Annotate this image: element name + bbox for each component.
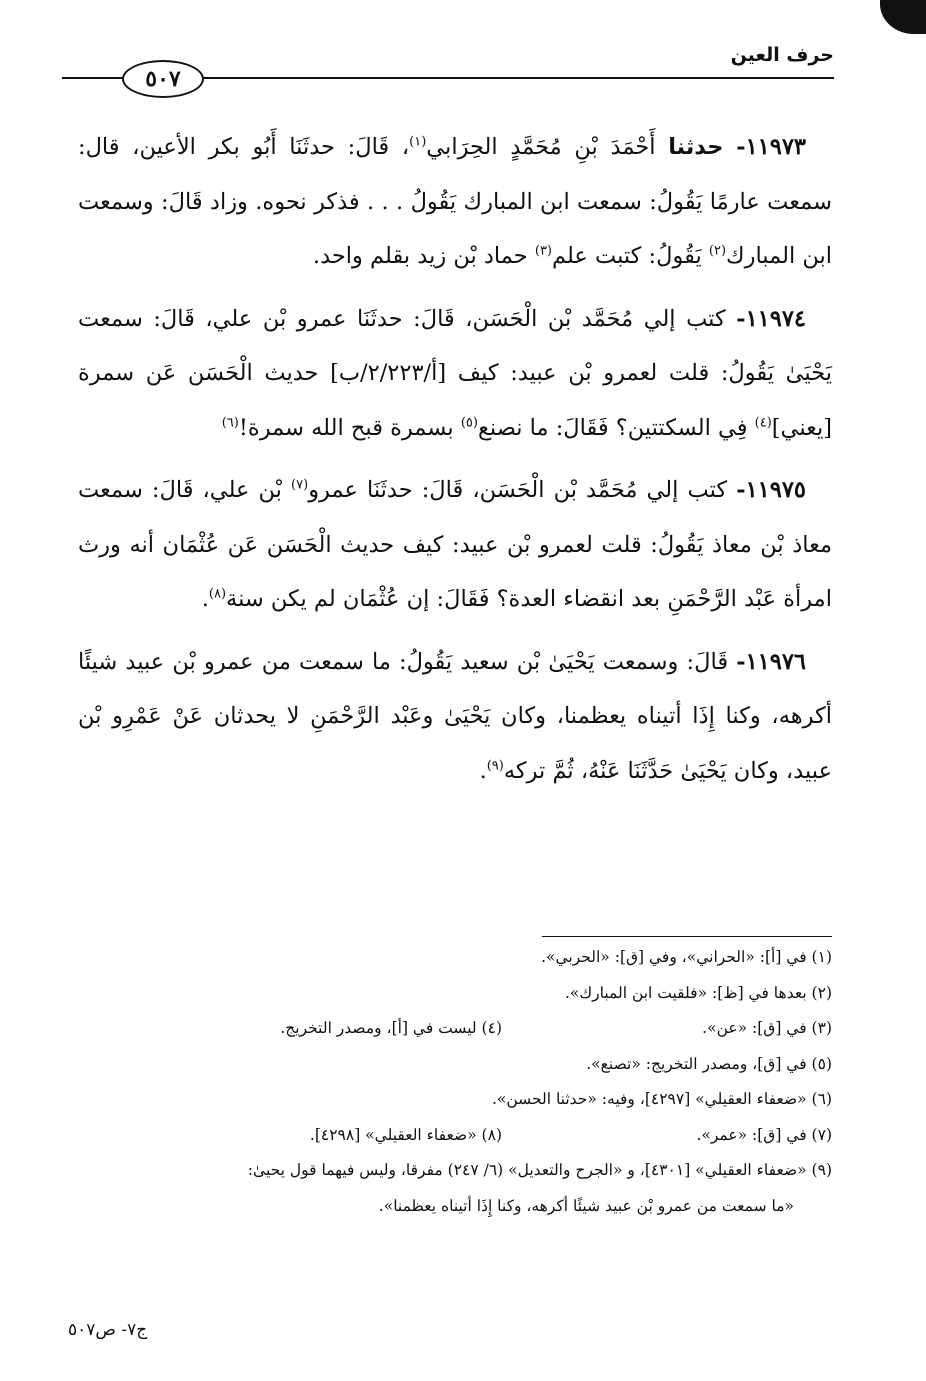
entry-text: بْن علي، قَالَ: سمعت معاذ بْن معاذ يَقُولُ: قلت لعمرو بْن عبيد: كيف حديث الْحَسَن عَن عُثْمَان أنه ورث امرأة عَبْد الرَّحْمَنِ بعد انقضاء العدة؟ فَقَالَ: إن عُثْمَان لم يكن سنة xyxy=(78,477,832,612)
footnote-9: (٩) «ضعفاء العقيلي» [٤٣٠١]، و «الجرح والتعديل» (٦/ ٢٤٧) مفرقا، وليس فيهما قول يحيىٰ: xyxy=(247,1161,832,1179)
page-reference: ج٧- ص٥٠٧ xyxy=(68,1320,148,1340)
footnote-line xyxy=(100,1189,832,1225)
footnote-separator xyxy=(542,936,832,937)
entry-number: ١١٩٧٦- xyxy=(736,648,806,675)
entry-text: قَالَ: وسمعت يَحْيَىٰ بْن سعيد يَقُولُ: ما سمعت من عمرو بْن عبيد شيئًا أكرهه، وكنا إِذَا أتيناه يعظمنا، وكان يَحْيَىٰ وعَبْد الرَّحْمَنِ لا يحدثان عَنْ عَمْرِو بْن عبيد، وكان يَحْيَىٰ حَدَّثَنَا عَنْهُ، ثُمَّ تركه xyxy=(78,648,832,784)
footnote-line xyxy=(100,1011,832,1047)
chapter-title: حرف العين xyxy=(730,44,834,66)
footnote-line xyxy=(100,1118,832,1154)
page-number: ٥٠٧ xyxy=(122,60,204,98)
entry-text: حماد بْن زيد بقلم واحد. xyxy=(312,243,535,269)
footnote-ref: (٥) xyxy=(460,415,478,430)
footnote-4: (٤) ليست في [أ]، ومصدر التخريج. xyxy=(280,1019,502,1037)
entry-text: . xyxy=(201,586,209,612)
entry-11974 xyxy=(78,292,832,456)
entry-number: ١١٩٧٥- xyxy=(736,477,806,503)
entry-text: يَقُولُ: كتبت علم xyxy=(552,243,709,269)
footnote-ref: (٧) xyxy=(291,477,309,493)
entry-text: . xyxy=(479,757,487,784)
entry-11973 xyxy=(78,120,832,284)
footnote-ref: (٤) xyxy=(754,415,772,430)
entry-text: ، قَالَ: حدثَنَا أَبُو بكر الأعين، قال: سمعت عارمًا يَقُولُ: سمعت ابن المبارك يَقُولُ . . . فذكر نحوه. وزاد قَالَ: وسمعت ابن المبارك xyxy=(78,134,832,269)
footnote-3: (٣) في [ق]: «عن». xyxy=(702,1019,832,1037)
entry-text: بسمرة قبح الله سمرة! xyxy=(238,414,461,441)
entry-lead-word: حدثنا xyxy=(668,134,724,160)
footnote-line xyxy=(100,1047,832,1083)
footnotes xyxy=(100,940,832,1224)
entry-text: كتب إلي مُحَمَّد بْن الْحَسَن، قَالَ: حدثَنَا عمرو بْن علي، قَالَ: سمعت يَحْيَىٰ يَقُولُ: قلت لعمرو بْن عبيد: كيف [أ/٢/٢٢٣/ب] حديث الْحَسَن عَن سمرة [يعني] xyxy=(78,305,832,441)
page-header xyxy=(62,36,834,96)
entry-text: كتب إلي مُحَمَّد بْن الْحَسَن، قَالَ: حدثَنَا عمرو xyxy=(308,477,728,503)
footnote-ref: (٦) xyxy=(221,415,239,430)
footnote-ref: (٩) xyxy=(486,758,504,773)
footnote-ref: (٨) xyxy=(208,586,227,602)
footnote-line xyxy=(100,1153,832,1189)
footnote-line xyxy=(100,976,832,1012)
footnote-9-continued: «ما سمعت من عمرو بْن عبيد شيئًا أكرهه، وكنا إِذَا أتيناه يعظمنا». xyxy=(378,1196,794,1215)
page-corner-mark xyxy=(880,0,926,34)
footnote-ref: (١) xyxy=(409,134,427,150)
footnote-line xyxy=(100,1082,832,1118)
footnote-line xyxy=(100,940,832,976)
footnote-1: (١) في [أ]: «الحراني»، وفي [ق]: «الحربي». xyxy=(541,948,832,966)
footnote-ref: (٢) xyxy=(708,243,727,259)
entry-number: ١١٩٧٤- xyxy=(736,305,806,332)
footnote-7: (٧) في [ق]: «عمر». xyxy=(696,1125,832,1144)
entry-text: أَحْمَدَ بْنِ مُحَمَّدٍ الحِرَابي xyxy=(426,134,656,160)
footnote-ref: (٣) xyxy=(534,243,552,259)
footnote-6: (٦) «ضعفاء العقيلي» [٤٢٩٧]، وفيه: «حدثنا الحسن». xyxy=(491,1090,832,1108)
entry-text: فِي السكتتين؟ فَقَالَ: ما نصنع xyxy=(477,414,755,441)
footnote-5: (٥) في [ق]، ومصدر التخريج: «تصنع». xyxy=(586,1054,832,1073)
footnote-2: (٢) بعدها في [ظ]: «فلقيت ابن المبارك». xyxy=(564,983,832,1002)
entry-number: ١١٩٧٣- xyxy=(736,134,807,160)
entry-11976 xyxy=(78,635,832,799)
entry-11975 xyxy=(78,463,832,627)
main-text xyxy=(78,120,832,806)
footnote-8: (٨) «ضعفاء العقيلي» [٤٢٩٨]. xyxy=(309,1125,502,1144)
